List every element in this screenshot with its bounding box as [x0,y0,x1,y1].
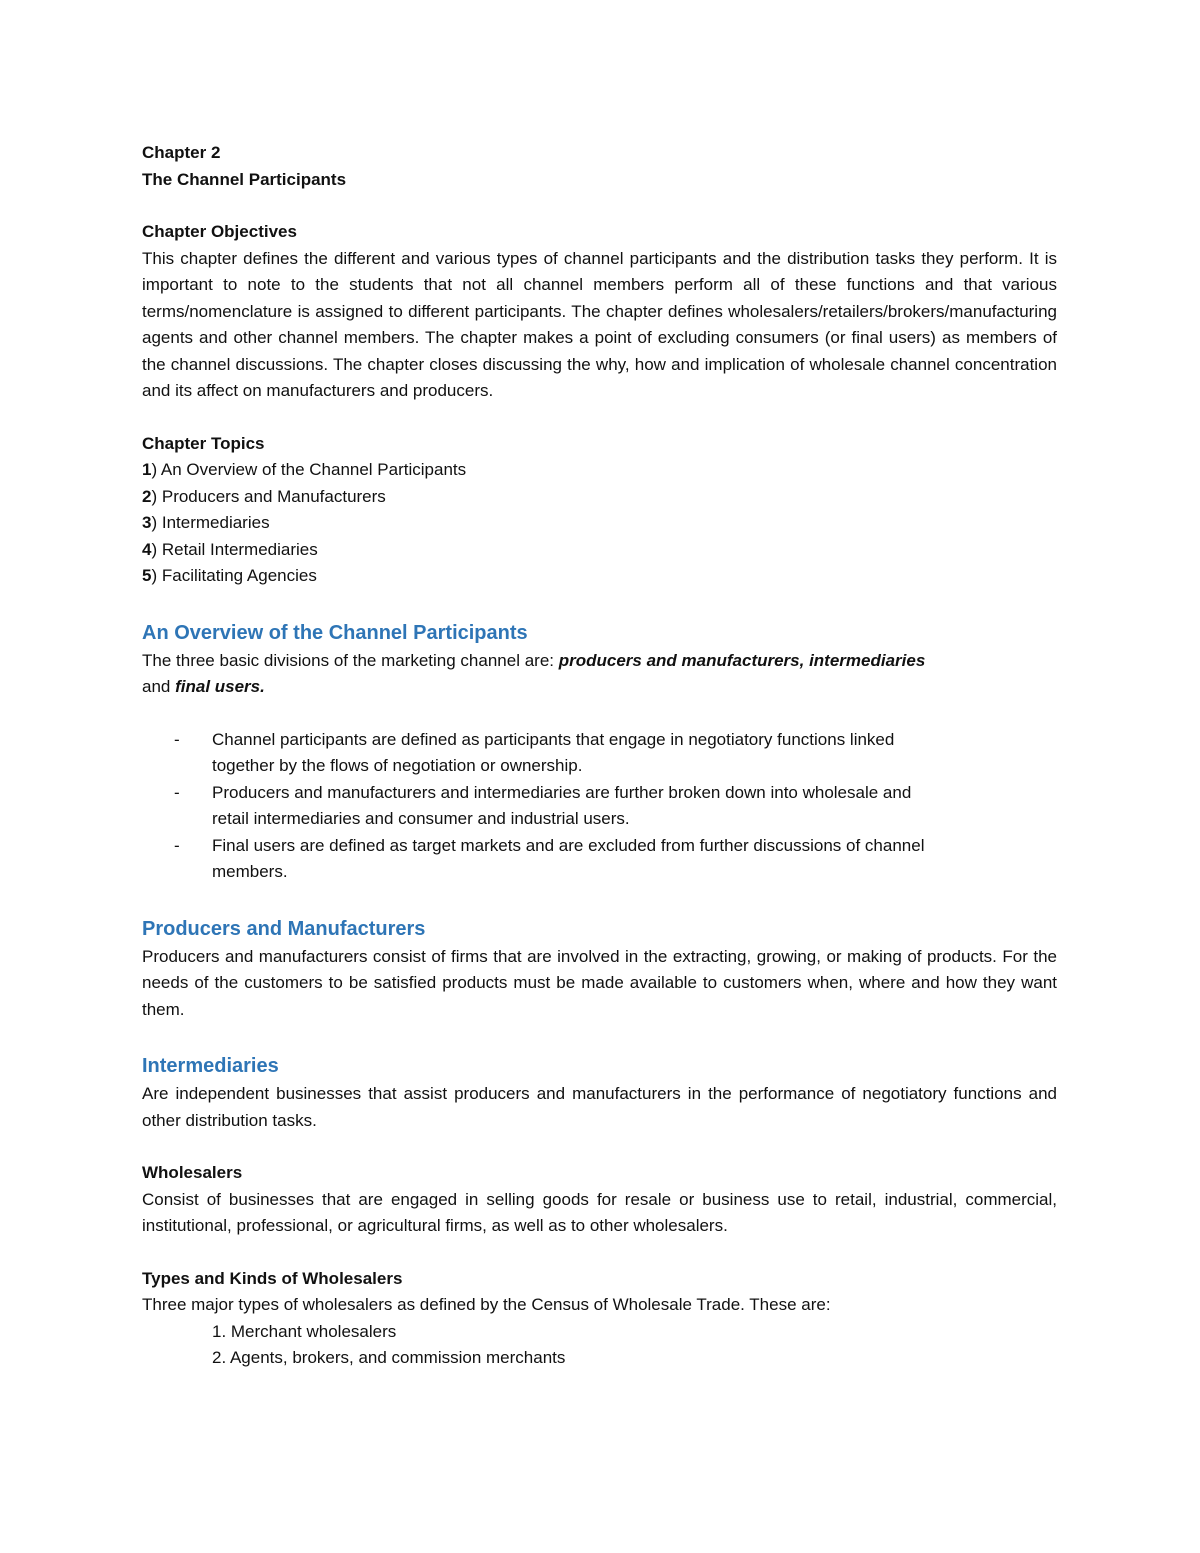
topic-item: 5) Facilitating Agencies [142,566,317,585]
list-item: - Channel participants are defined as participants that engage in negotiatory functions linked together by the flows of negotiation or ownership. [174,729,895,775]
topic-item: 4) Retail Intermediaries [142,539,318,559]
objectives-heading: Chapter Objectives [142,222,297,241]
list-item: - Producers and manufacturers and intermediaries are further broken down into wholesale and retail intermediaries and consumer and industrial users. [174,782,912,828]
producers-body: Producers and manufacturers consist of firms that are involved in the extracting, growing, or making of products. For the needs of the customers to be satisfied products must be made available to customers when, where and how they want them. [142,946,1057,1019]
list-item: 2. Agents, brokers, and commission merchants [212,1348,566,1367]
topics-list [142,457,1057,590]
list-item: 1. Merchant wholesalers [212,1321,397,1341]
overview-intro: The three basic divisions of the marketing channel are: producers and manufacturers, intermediaries [142,650,926,670]
overview-intro-cont: and final users. [142,677,265,696]
topic-item: 2) Producers and Manufacturers [142,486,386,506]
wholesalers-heading: Wholesalers [142,1163,243,1182]
list-item: - Final users are defined as target markets and are excluded from further discussions of channel members. [174,835,925,881]
intermediaries-heading: Intermediaries [142,1055,279,1077]
topics-heading: Chapter Topics [142,433,265,453]
objectives-body: This chapter defines the different and various types of channel participants and the distribution tasks they perform. It is important to note to the students that not all channel members perform all of these functions and that various terms/nomenclature is assigned to different participants. The chapter defines wholesalers/retailers/brokers/manufacturing agents and other channel members. The chapter makes a point of excluding consumers (or final users) as members of the channel discussions. The chapter closes discussing the why, how and implication of wholesale channel concentration and its affect on manufacturers and producers. [142,248,1057,400]
topic-item: 3) Intermediaries [142,513,270,532]
producers-heading: Producers and Manufacturers [142,917,426,940]
chapter-label: Chapter 2 [142,143,221,162]
document-page [142,140,1057,1372]
overview-heading: An Overview of the Channel Participants [142,621,528,644]
types-heading: Types and Kinds of Wholesalers [142,1268,403,1288]
chapter-title: The Channel Participants [142,169,347,189]
intermediaries-body: Are independent businesses that assist producers and manufacturers in the performance of negotiatory functions and other distribution tasks. [142,1084,1057,1130]
topic-item: 1) An Overview of the Channel Participants [142,460,467,479]
wholesalers-body: Consist of businesses that are engaged in selling goods for resale or business use to retail, industrial, commercial, institutional, professional, or agricultural firms, as well as to other wholesalers. [142,1189,1057,1235]
types-intro: Three major types of wholesalers as defined by the Census of Wholesale Trade. These are: [142,1295,831,1314]
overview-bullet-list [142,727,1057,886]
